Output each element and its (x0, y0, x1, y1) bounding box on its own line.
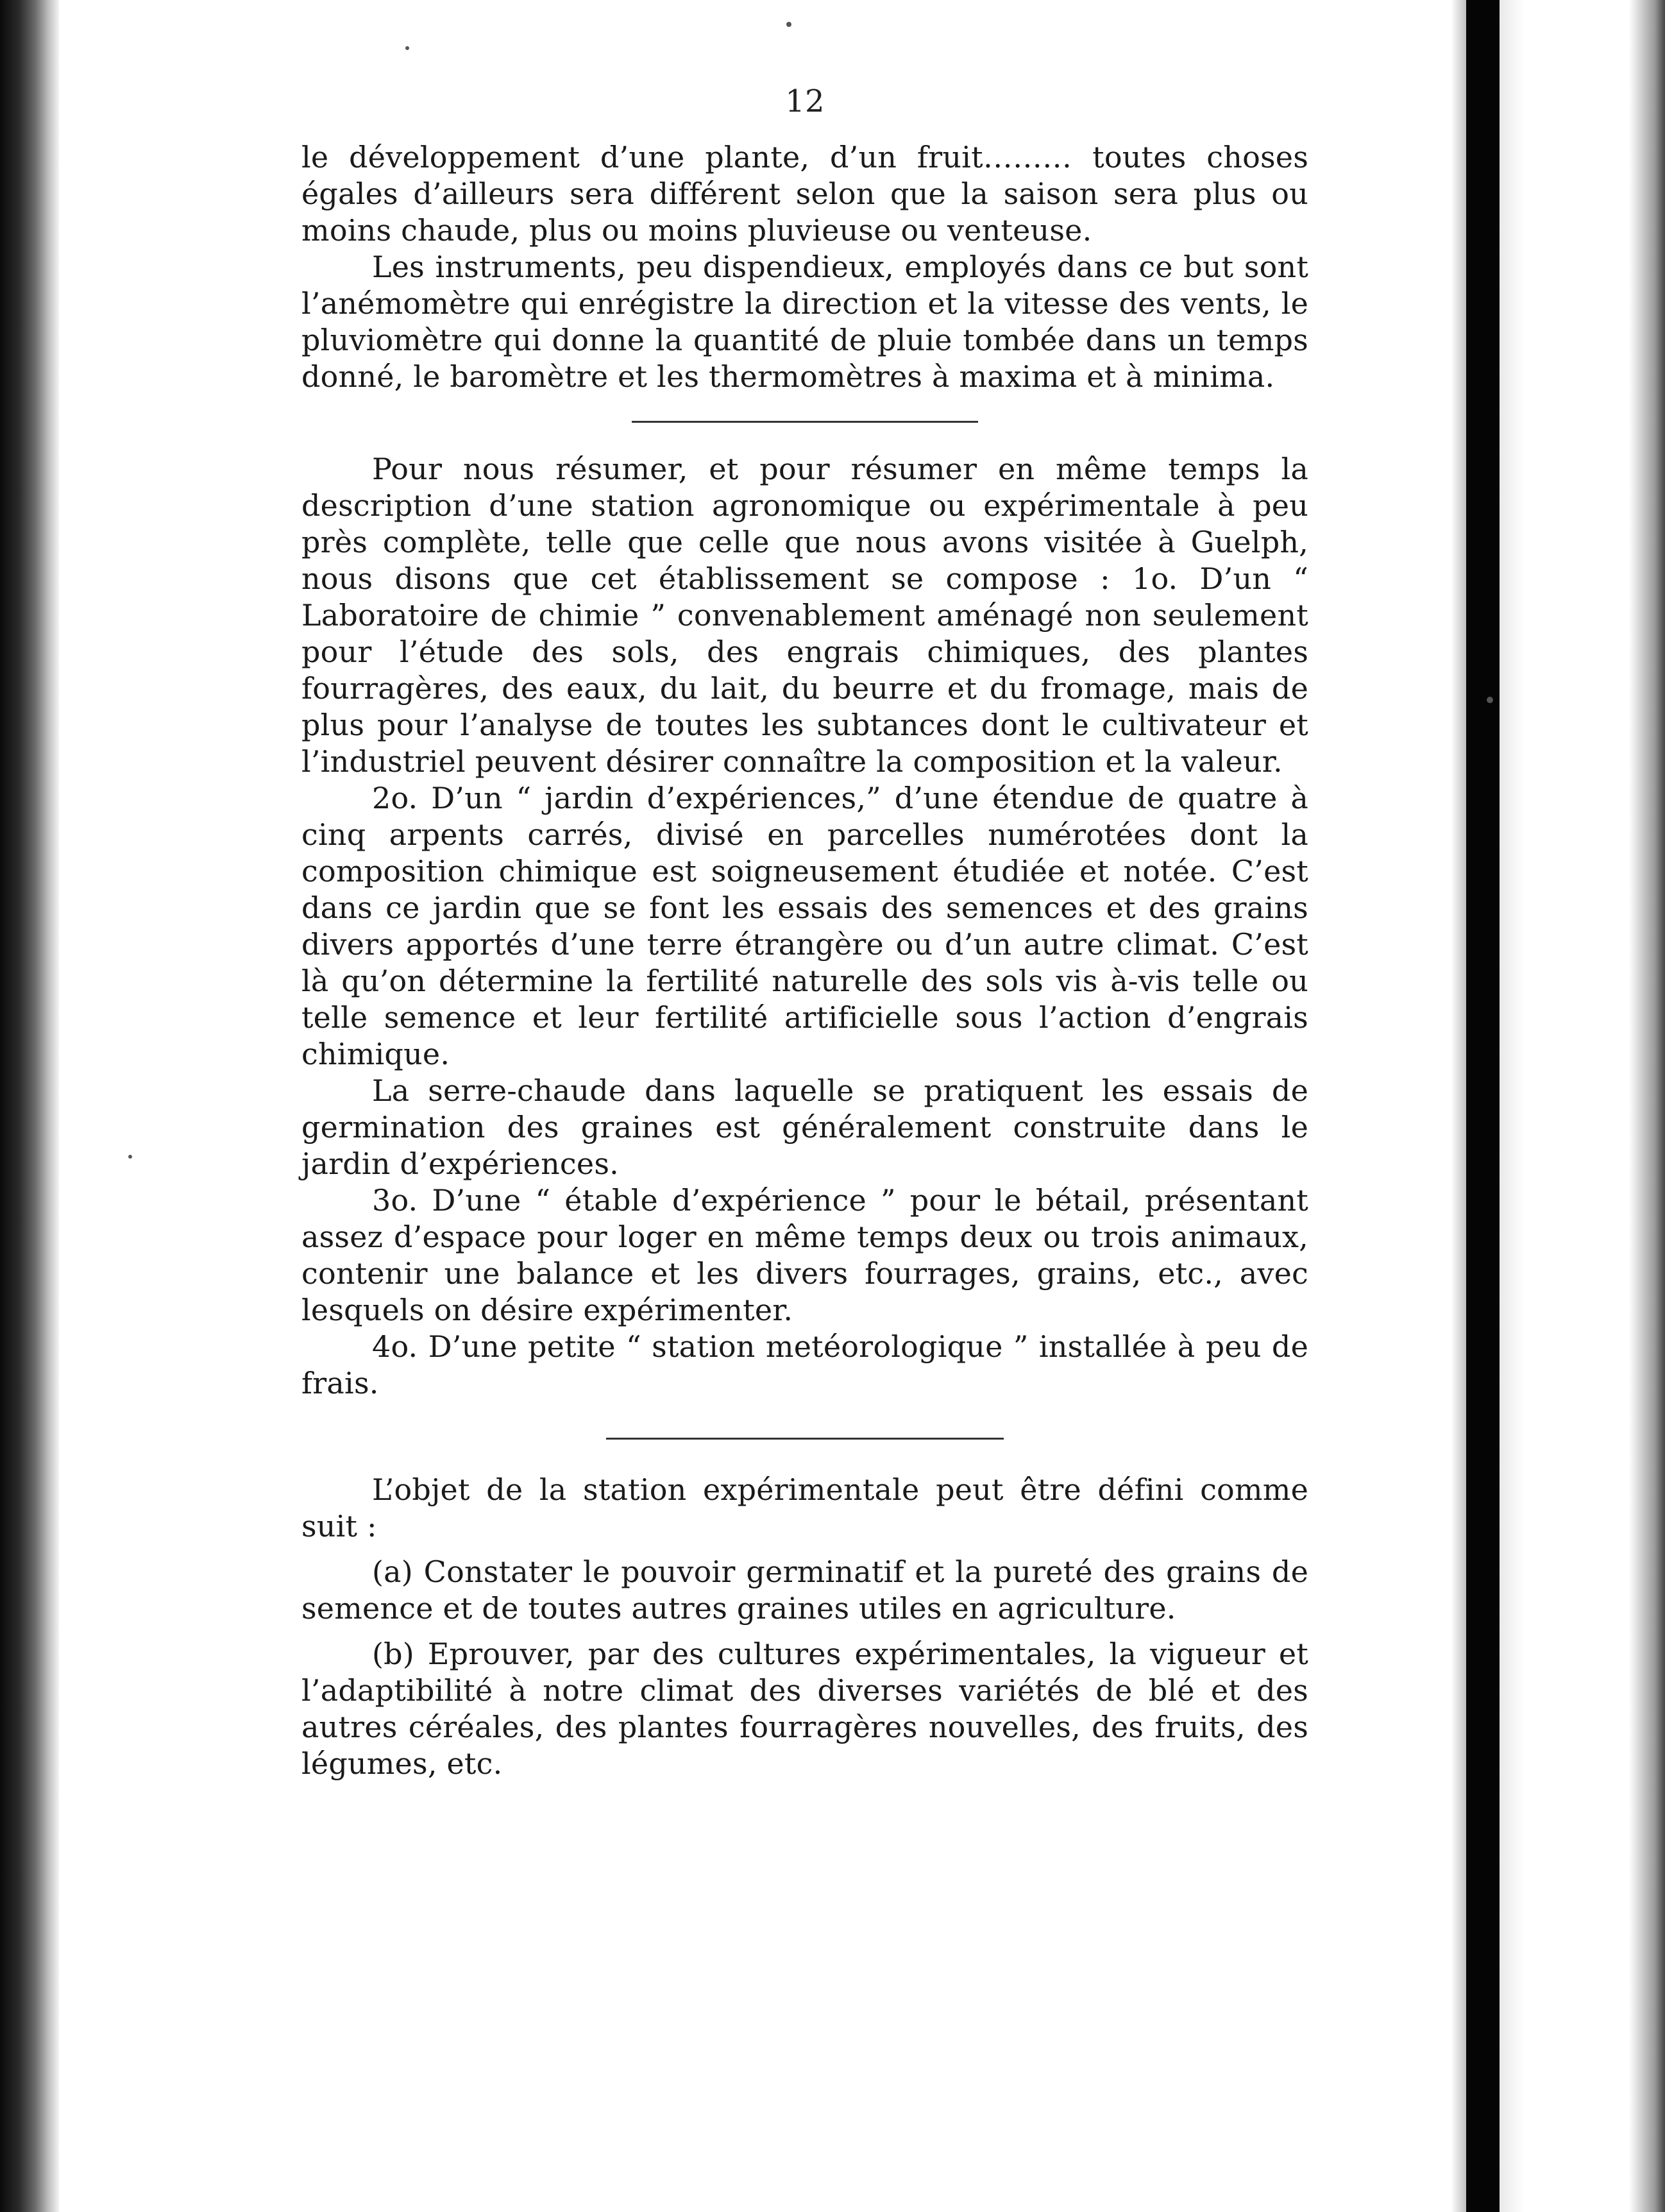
paragraph: 3o. D’une “ étable d’expérience ” pour le bétail, présentant assez d’espace pour loger en même temps deux ou trois animaux, contenir une balance et les divers fourrages, grains, etc., avec lesquels on désire expérimenter. (301, 1183, 1308, 1327)
list-item: (b) Eprouver, par des cultures expérimentales, la vigueur et l’adaptibilité à notre climat des diverses variétés de blé et des autres céréales, des plantes fourragères nouvelles, des fruits, des légumes, etc. (301, 1637, 1308, 1781)
paragraph: Les instruments, peu dispendieux, employés dans ce but sont l’anémomètre qui enrégistre la direction et la vitesse des vents, le pluviomètre qui donne la quantité de pluie tombée dans un temps donné, le baromètre et les thermomètres à maxima et à minima. (301, 250, 1308, 394)
facing-page-edge (1629, 0, 1665, 2212)
speck (128, 1155, 132, 1159)
section-rule (632, 421, 978, 423)
speck (405, 46, 409, 50)
paragraph: Pour nous résumer, et pour résumer en même temps la description d’une station agronomique ou expérimentale à peu près complète, telle que celle que nous avons visitée à Guelph, nous disons que cet établissement se compose : 1o. D’un “ Laboratoire de chimie ” convenablement aménagé non seulement pour l’étude des sols, des engrais chimiques, des plantes fourragères, des eaux, du lait, du beurre et du fromage, mais de plus pour l’analyse de toutes les subtances dont le cultivateur et l’industriel peuvent désirer connaître la composition et la valeur. (301, 452, 1308, 779)
section-rule (606, 1438, 1004, 1440)
text-page (301, 83, 1308, 1782)
book-spine (1466, 0, 1500, 2212)
paragraph: L’objet de la station expérimentale peut être défini comme suit : (301, 1472, 1308, 1544)
speck (1487, 697, 1493, 703)
paragraph: 2o. D’un “ jardin d’expériences,” d’une étendue de quatre à cinq arpents carrés, divisé en parcelles numérotées dont la composition chimique est soigneusement étudiée et notée. C’est dans ce jardin que se font les essais des semences et des grains divers apportés d’une terre étrangère ou d’un autre climat. C’est là qu’on détermine la fertilité naturelle des sols vis à-vis telle ou telle semence et leur fertilité artificielle sous l’action d’engrais chimique. (301, 781, 1308, 1071)
paragraph: le développement d’une plante, d’un fruit……… toutes choses égales d’ailleurs sera différent selon que la saison sera plus ou moins chaude, plus ou moins pluvieuse ou venteuse. (301, 140, 1308, 248)
paragraph: 4o. D’une petite “ station metéorologique ” installée à peu de frais. (301, 1329, 1308, 1400)
page-number: 12 (785, 83, 825, 119)
speck (786, 22, 791, 27)
scan-left-edge (0, 0, 59, 2212)
gutter-shadow (1451, 0, 1466, 2212)
paragraph: La serre-chaude dans laquelle se pratiquent les essais de germination des graines est généralement construite dans le jardin d’expériences. (301, 1073, 1308, 1181)
list-item: (a) Constater le pouvoir germinatif et la pureté des grains de semence et de toutes autres graines utiles en agriculture. (301, 1554, 1308, 1626)
